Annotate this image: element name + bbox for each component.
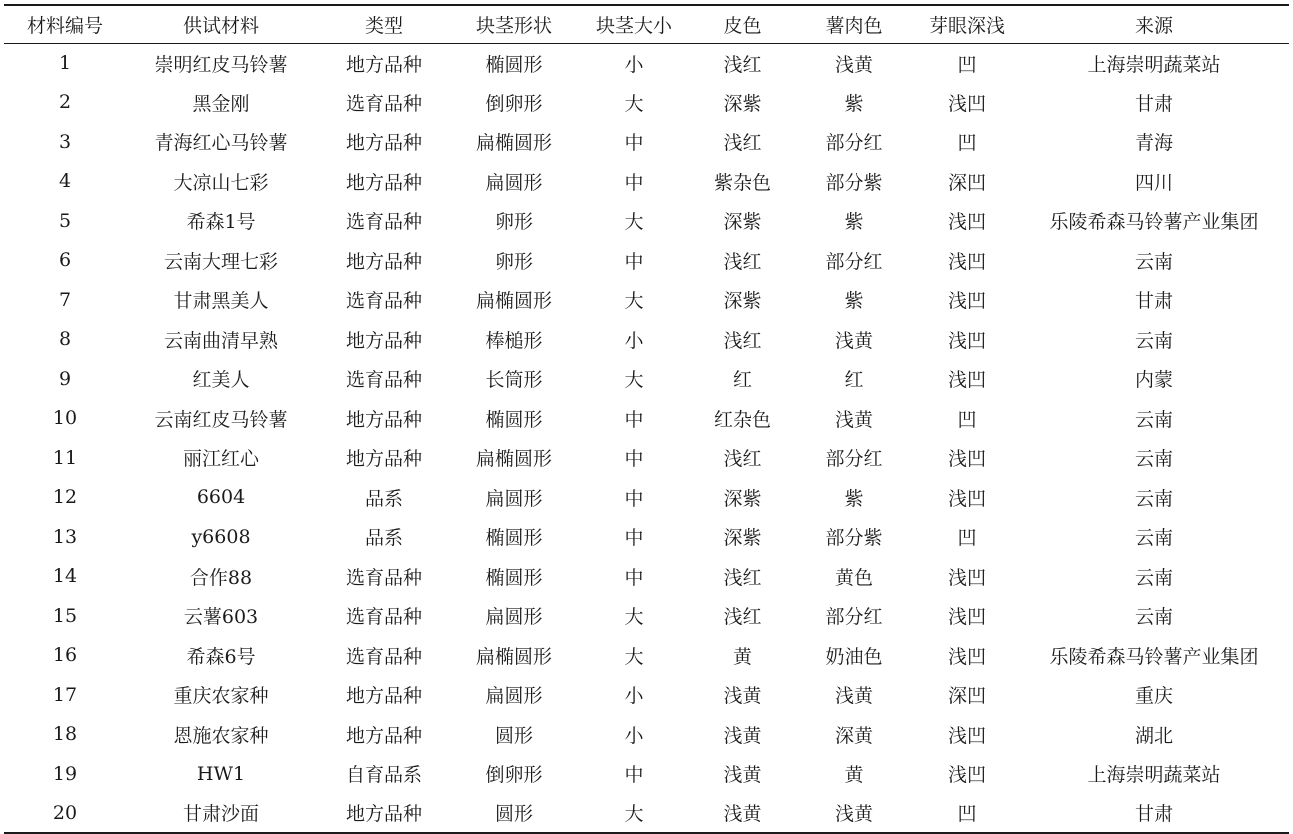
- cell-source: 云南: [1134, 448, 1173, 471]
- cell-skin-color: 浅红: [723, 53, 762, 76]
- column-header-tuber-shape: 块茎形状: [452, 5, 576, 43]
- cell-eye-depth: 深凹: [947, 171, 986, 194]
- table-row: [4, 241, 1289, 281]
- cell-material-id: 8: [58, 328, 72, 351]
- cell-flesh-color: 紫: [844, 290, 864, 313]
- cell-eye-depth: 凹: [957, 53, 977, 76]
- cell-material-id: 17: [52, 683, 78, 706]
- column-header-tuber-size: 块茎大小: [576, 5, 692, 43]
- cell-tuber-size: 大: [624, 369, 644, 392]
- cell-source: 甘肃: [1019, 794, 1289, 834]
- cell-eye-depth: 浅凹: [947, 566, 986, 589]
- cell-test-material: 6604: [196, 486, 246, 509]
- table-row: [4, 438, 1289, 478]
- cell-tuber-shape: 扁椭圆形: [475, 290, 552, 313]
- cell-eye-depth: 浅凹: [947, 250, 986, 273]
- cell-type: 选育品种: [345, 645, 422, 668]
- cell-type: 地方品种: [316, 794, 452, 834]
- cell-eye-depth: 浅凹: [947, 92, 986, 115]
- cell-test-material: 云南曲清早熟: [163, 329, 278, 352]
- cell-tuber-size: 小: [624, 685, 644, 708]
- cell-tuber-size: 大: [624, 606, 644, 629]
- table-header: [4, 5, 1289, 43]
- cell-source: 云南: [1134, 487, 1173, 510]
- cell-type: 选育品种: [345, 606, 422, 629]
- header-row: [4, 5, 1289, 43]
- cell-tuber-shape: 扁椭圆形: [475, 448, 552, 471]
- table-row: [4, 320, 1289, 360]
- cell-source: 甘肃: [1134, 92, 1173, 115]
- cell-tuber-shape: 椭圆形: [485, 527, 543, 550]
- cell-flesh-color: 浅黄: [834, 685, 873, 708]
- cell-tuber-shape: 卵形: [494, 250, 533, 273]
- cell-material-id: 19: [52, 762, 78, 785]
- cell-flesh-color: 部分红: [825, 250, 883, 273]
- cell-source: 湖北: [1134, 724, 1173, 747]
- cell-skin-color: 浅黄: [723, 685, 762, 708]
- cell-material-id: 12: [52, 486, 78, 509]
- cell-test-material: 云南红皮马铃薯: [154, 408, 288, 431]
- cell-source: 青海: [1134, 132, 1173, 155]
- cell-skin-color: 浅黄: [723, 764, 762, 787]
- cell-eye-depth: 浅凹: [947, 645, 986, 668]
- cell-source: 甘肃: [1134, 290, 1173, 313]
- cell-tuber-size: 大: [624, 645, 644, 668]
- cell-type: 选育品种: [345, 92, 422, 115]
- cell-material-id: 6: [58, 249, 72, 272]
- cell-tuber-size: 大: [624, 211, 644, 234]
- cell-flesh-color: 浅黄: [793, 794, 915, 834]
- cell-material-id: 1: [58, 52, 72, 74]
- cell-type: 选育品种: [345, 566, 422, 589]
- cell-skin-color: 浅红: [723, 606, 762, 629]
- cell-flesh-color: 紫: [844, 92, 864, 115]
- column-header-material-id: 材料编号: [4, 5, 126, 43]
- column-header-type: 类型: [316, 5, 452, 43]
- cell-type: 自育品系: [345, 764, 422, 787]
- table-row: [4, 636, 1289, 676]
- cell-type: 选育品种: [345, 369, 422, 392]
- cell-flesh-color: 浅黄: [834, 53, 873, 76]
- cell-tuber-size: 小: [624, 724, 644, 747]
- cell-test-material: 甘肃黑美人: [173, 290, 269, 313]
- cell-skin-color: 浅红: [723, 329, 762, 352]
- cell-skin-color: 浅黄: [723, 724, 762, 747]
- cell-eye-depth: 浅凹: [947, 606, 986, 629]
- cell-material-id: 20: [4, 794, 126, 834]
- cell-test-material: 崇明红皮马铃薯: [154, 53, 288, 76]
- cell-skin-color: 黄: [732, 645, 752, 668]
- cell-material-id: 2: [58, 91, 72, 114]
- table-row: [4, 715, 1289, 755]
- cell-eye-depth: 深凹: [947, 685, 986, 708]
- cell-material-id: 9: [58, 367, 72, 390]
- cell-material-id: 14: [52, 565, 78, 588]
- cell-tuber-shape: 扁圆形: [485, 606, 543, 629]
- cell-tuber-shape: 扁圆形: [485, 487, 543, 510]
- cell-eye-depth: 凹: [957, 527, 977, 550]
- cell-flesh-color: 紫: [844, 211, 864, 234]
- table-row: [4, 122, 1289, 162]
- cell-type: 地方品种: [345, 132, 422, 155]
- cell-skin-color: 深紫: [723, 211, 762, 234]
- cell-type: 地方品种: [345, 685, 422, 708]
- cell-type: 地方品种: [345, 53, 422, 76]
- cell-skin-color: 深紫: [723, 290, 762, 313]
- cell-tuber-size: 中: [624, 132, 644, 155]
- cell-eye-depth: 浅凹: [947, 448, 986, 471]
- cell-flesh-color: 部分紫: [825, 527, 883, 550]
- table-body: [4, 43, 1289, 833]
- table-row: [4, 399, 1289, 439]
- cell-eye-depth: 浅凹: [947, 487, 986, 510]
- cell-test-material: 甘肃沙面: [126, 794, 316, 834]
- cell-eye-depth: 浅凹: [947, 369, 986, 392]
- cell-material-id: 18: [52, 723, 78, 746]
- cell-source: 云南: [1134, 527, 1173, 550]
- cell-test-material: 丽江红心: [182, 448, 259, 471]
- cell-flesh-color: 部分紫: [825, 171, 883, 194]
- cell-flesh-color: 部分红: [825, 448, 883, 471]
- cell-eye-depth: 凹: [957, 132, 977, 155]
- cell-tuber-size: 小: [624, 329, 644, 352]
- cell-test-material: 黑金刚: [192, 92, 250, 115]
- cell-tuber-size: 大: [624, 92, 644, 115]
- cell-source: 内蒙: [1134, 369, 1173, 392]
- cell-material-id: 4: [58, 170, 72, 193]
- table-row: [4, 162, 1289, 202]
- cell-skin-color: 红杂色: [713, 408, 771, 431]
- cell-type: 品系: [364, 527, 403, 550]
- cell-material-id: 13: [52, 525, 78, 548]
- cell-test-material: 恩施农家种: [173, 724, 269, 747]
- cell-tuber-size: 中: [624, 171, 644, 194]
- cell-material-id: 11: [52, 446, 78, 469]
- cell-type: 选育品种: [345, 211, 422, 234]
- cell-eye-depth: 凹: [957, 408, 977, 431]
- cell-tuber-shape: 椭圆形: [485, 566, 543, 589]
- cell-source: 乐陵希森马铃薯产业集团: [1049, 211, 1259, 234]
- cell-skin-color: 浅红: [723, 250, 762, 273]
- table-row: [4, 754, 1289, 794]
- cell-source: 云南: [1134, 606, 1173, 629]
- cell-tuber-shape: 椭圆形: [485, 53, 543, 76]
- table-row: [4, 794, 1289, 834]
- cell-type: 地方品种: [345, 724, 422, 747]
- table-row: [4, 201, 1289, 241]
- cell-type: 地方品种: [345, 329, 422, 352]
- cell-type: 品系: [364, 487, 403, 510]
- cell-material-id: 15: [52, 604, 78, 627]
- cell-source: 四川: [1134, 171, 1173, 194]
- cell-source: 云南: [1134, 250, 1173, 273]
- cell-flesh-color: 部分红: [825, 606, 883, 629]
- cell-tuber-size: 大: [576, 794, 692, 834]
- cell-tuber-size: 小: [624, 53, 644, 76]
- cell-eye-depth: 浅凹: [947, 764, 986, 787]
- cell-type: 地方品种: [345, 250, 422, 273]
- cell-test-material: y6608: [191, 525, 251, 548]
- cell-tuber-shape: 圆形: [452, 794, 576, 834]
- cell-flesh-color: 浅黄: [834, 329, 873, 352]
- cell-tuber-size: 中: [624, 448, 644, 471]
- cell-skin-color: 红: [732, 369, 752, 392]
- cell-tuber-size: 中: [624, 408, 644, 431]
- cell-eye-depth: 浅凹: [947, 211, 986, 234]
- table-row: [4, 596, 1289, 636]
- cell-skin-color: 浅红: [723, 566, 762, 589]
- cell-material-id: 5: [58, 209, 72, 232]
- table-row: [4, 517, 1289, 557]
- cell-source: 上海崇明蔬菜站: [1087, 764, 1221, 787]
- cell-material-id: 3: [58, 130, 72, 153]
- cell-skin-color: 浅红: [723, 448, 762, 471]
- cell-source: 云南: [1134, 408, 1173, 431]
- cell-skin-color: 浅红: [723, 132, 762, 155]
- cell-test-material: HW1: [196, 762, 246, 785]
- table-row: [4, 359, 1289, 399]
- cell-tuber-shape: 椭圆形: [485, 408, 543, 431]
- cell-test-material: 重庆农家种: [173, 685, 269, 708]
- cell-tuber-shape: 棒槌形: [485, 329, 543, 352]
- cell-tuber-size: 中: [624, 487, 644, 510]
- cell-tuber-shape: 扁圆形: [485, 171, 543, 194]
- cell-tuber-size: 中: [624, 764, 644, 787]
- potato-material-table-container: [4, 4, 1289, 834]
- cell-source: 上海崇明蔬菜站: [1087, 53, 1221, 76]
- table-row: [4, 280, 1289, 320]
- table-row: [4, 43, 1289, 83]
- cell-flesh-color: 深黄: [834, 724, 873, 747]
- cell-tuber-shape: 长筒形: [485, 369, 543, 392]
- cell-material-id: 7: [58, 288, 72, 311]
- cell-flesh-color: 黄色: [834, 566, 873, 589]
- cell-flesh-color: 奶油色: [825, 645, 883, 668]
- cell-tuber-shape: 倒卵形: [485, 764, 543, 787]
- cell-source: 重庆: [1134, 685, 1173, 708]
- cell-tuber-shape: 圆形: [494, 724, 533, 747]
- cell-test-material: 云薯603: [183, 606, 259, 629]
- cell-tuber-shape: 卵形: [494, 211, 533, 234]
- cell-flesh-color: 紫: [844, 487, 864, 510]
- cell-test-material: 大凉山七彩: [173, 171, 269, 194]
- cell-type: 地方品种: [345, 171, 422, 194]
- table-row: [4, 478, 1289, 518]
- cell-material-id: 10: [52, 407, 78, 430]
- cell-tuber-shape: 扁椭圆形: [475, 645, 552, 668]
- column-header-skin-color: 皮色: [692, 5, 793, 43]
- cell-type: 地方品种: [345, 408, 422, 431]
- cell-skin-color: 深紫: [723, 92, 762, 115]
- cell-tuber-size: 中: [624, 527, 644, 550]
- cell-flesh-color: 浅黄: [834, 408, 873, 431]
- column-header-flesh-color: 薯肉色: [793, 5, 915, 43]
- column-header-test-material: 供试材料: [126, 5, 316, 43]
- cell-flesh-color: 红: [844, 369, 864, 392]
- table-row: [4, 83, 1289, 123]
- cell-skin-color: 浅黄: [692, 794, 793, 834]
- cell-test-material: 希森6号: [186, 645, 256, 668]
- cell-eye-depth: 浅凹: [947, 329, 986, 352]
- cell-skin-color: 深紫: [723, 487, 762, 510]
- cell-test-material: 云南大理七彩: [163, 250, 278, 273]
- column-header-source: 来源: [1019, 5, 1289, 43]
- cell-test-material: 希森1号: [186, 211, 256, 234]
- cell-tuber-shape: 扁椭圆形: [475, 132, 552, 155]
- cell-tuber-size: 中: [624, 250, 644, 273]
- cell-eye-depth: 浅凹: [947, 724, 986, 747]
- cell-source: 云南: [1134, 566, 1173, 589]
- cell-test-material: 合作88: [189, 566, 253, 589]
- cell-source: 乐陵希森马铃薯产业集团: [1049, 645, 1259, 668]
- cell-material-id: 16: [52, 644, 78, 667]
- cell-eye-depth: 浅凹: [947, 290, 986, 313]
- cell-flesh-color: 黄: [844, 764, 864, 787]
- cell-tuber-shape: 倒卵形: [485, 92, 543, 115]
- cell-eye-depth: 凹: [915, 794, 1019, 834]
- cell-type: 地方品种: [345, 448, 422, 471]
- cell-tuber-size: 中: [624, 566, 644, 589]
- cell-source: 云南: [1134, 329, 1173, 352]
- cell-skin-color: 深紫: [723, 527, 762, 550]
- cell-flesh-color: 部分红: [825, 132, 883, 155]
- column-header-eye-depth: 芽眼深浅: [915, 5, 1019, 43]
- cell-skin-color: 紫杂色: [713, 171, 771, 194]
- cell-test-material: 青海红心马铃薯: [154, 132, 288, 155]
- cell-tuber-shape: 扁圆形: [485, 685, 543, 708]
- cell-test-material: 红美人: [192, 369, 250, 392]
- cell-type: 选育品种: [345, 290, 422, 313]
- cell-tuber-size: 大: [624, 290, 644, 313]
- potato-material-table: [4, 4, 1289, 834]
- table-row: [4, 675, 1289, 715]
- table-row: [4, 557, 1289, 597]
